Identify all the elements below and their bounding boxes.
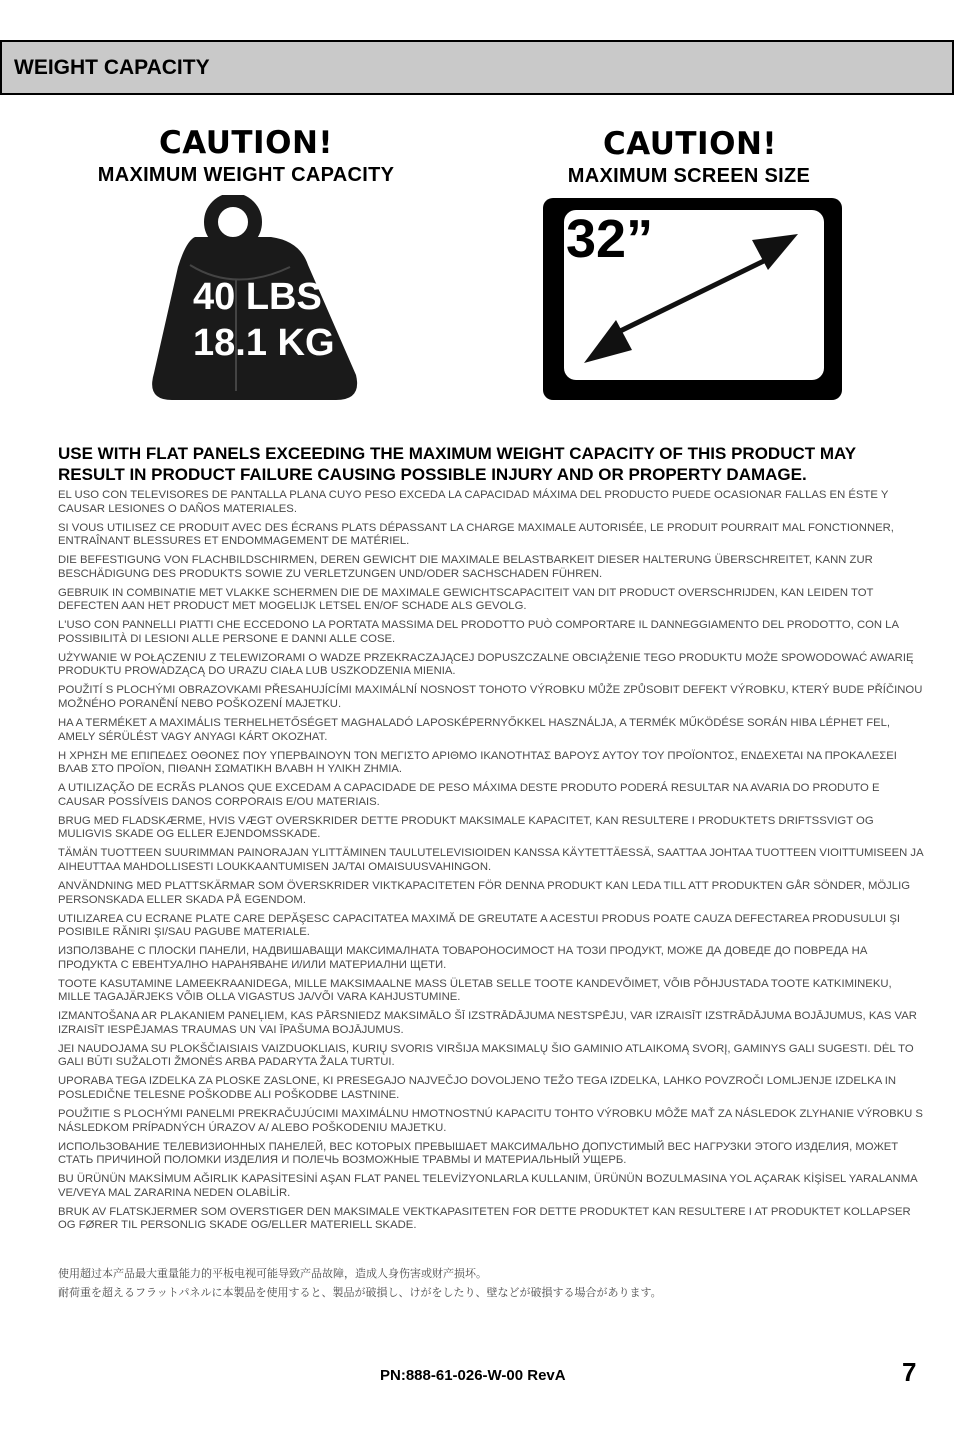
warning-translation: BRUK AV FLATSKJERMER SOM OVERSTIGER DEN MAKSIMALE VEKTKAPASITETEN FOR DETTE PRODUKTET KAN RESULTERE I AT PRODUKTET KOLLAPSER OG FØRER TIL PERSONLIG SKADE OG/ELLER MATERIELL SKADE. bbox=[58, 1205, 911, 1232]
weight-caution-title: CAUTION! bbox=[158, 125, 334, 161]
weight-lbs: 40 LBS bbox=[193, 276, 322, 318]
page-number: 7 bbox=[902, 1357, 917, 1387]
warning-translation: ИЗПОЛЗВАНЕ С ПЛОСКИ ПАНЕЛИ, НАДВИШАВАЩИ МАКСИМАЛНАТА ТОВАРОНОСИМОСТ НА ТОЗИ ПРОДУКТ, МОЖЕ ДА ДОВЕДЕ ДО ПОВРЕДА НА ПРОДУКТА С ЕВЕНТУАЛНО НАРАНЯВАНЕ И/ИЛИ МАТЕРИАЛНИ ЩЕТИ. bbox=[58, 945, 868, 971]
section-header bbox=[0, 40, 954, 95]
diagonal-arrow-icon bbox=[564, 210, 824, 380]
warning-translation: Η ΧΡΗΣΗ ΜΕ ΕΠΙΠΕΔΕΣ ΟΘΟΝΕΣ ΠΟΥ ΥΠΕΡΒΑΙΝΟΥΝ ΤΟΝ ΜΕΓΙΣΤΟ ΑΡΙΘΜΟ ΙΚΑΝΟΤΗΤΑΣ ΒΑΡΟΥΣ ΑΥΤΟΥ ΤΟΥ ΠΡΟΪΟΝΤΟΣ, ΕΝΔΕΧΕΤΑΙ ΝΑ ΠΡΟΚΑΛΕΣΕΙ ΒΛΑΒ ΣΤΟ ΠΡΟΪΟΝ, ΠΙΘΑΝΗ ΣΩΜΑΤΙΚΗ ΒΛΑΒΗ Η ΥΛΙΚΗ ΖΗΜΙΑ. bbox=[58, 749, 897, 776]
weight-caution-subtitle: MAXIMUM WEIGHT CAPACITY bbox=[97, 164, 395, 186]
weight-kg: 18.1 KG bbox=[193, 322, 335, 364]
warning-translation: POUŽITIE S PLOCHÝMI PANELMI PREKRAČUJÚCIMI MAXIMÁLNU HMOTNOSTNÚ KAPACITU TOHTO VÝROBKU MÔŽE MAŤ ZA NÁSLEDOK ZLYHANIE VÝROBKU S NÁSLEDKOM PRÍPADNÝCH ÚRAZOV A/ ALEBO POŠKODENIU MAJETKU. bbox=[58, 1107, 923, 1134]
warning-translation: TOOTE KASUTAMINE LAMEEKRAANIDEGA, MILLE MAKSIMAALNE MASS ÜLETAB SELLE TOOTE KANDEVÕIMET, VÕIB PÕHJUSTADA TOOTE KATKIMINEKU, MILLE TAGAJÄRJEKS VÕIB OLLA VIGASTUS JA/VÕI VARA KAHJUSTUMINE. bbox=[58, 977, 892, 1004]
warning-translation: JEI NAUDOJAMA SU PLOKŠČIAISIAIS VAIZDUOKLIAIS, KURIŲ SVORIS VIRŠIJA MAKSIMALŲ ŠIO GAMINIO ATLAIKOMĄ SVORĮ, GAMINYS GALI SUGESTI. DĖL TO GALI BŪTI SUŽALOTI ŽMONĖS ARBA PADARYTA ŽALA TURTUI. bbox=[58, 1042, 914, 1069]
warning-translation: UPORABA TEGA IZDELKA ZA PLOSKE ZASLONE, KI PRESEGAJO NAJVEČJO DOVOLJENO TEŽO TEGA IZDELKA, LAHKO POVZROČI LOMLJENJE IZDELKA IN POSLEDIČNE TELESNE POŠKODBE ALI POŠKODBE LASTNINE. bbox=[58, 1075, 897, 1101]
screen-caution-subtitle: MAXIMUM SCREEN SIZE bbox=[567, 165, 811, 187]
warning-translation: EL USO CON TELEVISORES DE PANTALLA PLANA CUYO PESO EXCEDA LA CAPACIDAD MÁXIMA DEL PRODUCTO PUEDE OCASIONAR FALLAS EN ÉSTE Y CAUSAR LESIONES O DAÑOS MATERIALES. bbox=[58, 489, 889, 515]
warning-translation: DIE BEFESTIGUNG VON FLACHBILDSCHIRMEN, DEREN GEWICHT DIE MAXIMALE BELASTBARKEIT DIESER HALTERUNG ÜBERSCHREITET, KANN ZUR BESCHÄDIGUNG DES PRODUKTS SOWIE ZU VERLETZUNGEN UND/ODER SACHSCHADEN FÜHREN. bbox=[58, 554, 873, 580]
warning-translation: A UTILIZAÇÃO DE ECRÃS PLANOS QUE EXCEDAM A CAPACIDADE DE PESO MÁXIMA DESTE PRODUTO PODERÁ RESULTAR NA AVARIA DO PRODUTO E CAUSAR POSSÍVEIS DANOS CORPORAIS E/OU MATERIAIS. bbox=[58, 782, 880, 808]
warning-translation: SI VOUS UTILISEZ CE PRODUIT AVEC DES ÉCRANS PLATS DÉPASSANT LA CHARGE MAXIMALE AUTORISÉE, LE PRODUIT POURRAIT MAL FONCTIONNER, ENTRAÎNANT BLESSURES ET ENDOMMAGEMENT DE MATÉRIEL. bbox=[58, 521, 894, 548]
warning-translation: POUŽITÍ S PLOCHÝMI OBRAZOVKAMI PŘESAHUJÍCÍMI MAXIMÁLNÍ NOSNOST TOHOTO VÝROBKU MŮŽE ZPŮSOBIT DEFEKT VÝROBKU, KTERÝ BUDE PŘÍČINOU MOŽNÉHO PORANĚNÍ NEBO POŠKOZENÍ MAJETKU. bbox=[58, 684, 923, 711]
warning-main-text: USE WITH FLAT PANELS EXCEEDING THE MAXIMUM WEIGHT CAPACITY OF THIS PRODUCT MAY RESULT IN PRODUCT FAILURE CAUSING POSSIBLE INJURY AND OR PROPERTY DAMAGE. bbox=[58, 444, 856, 484]
screen-caution-title: CAUTION! bbox=[602, 126, 778, 162]
warning-translation: IZMANTOŠANA AR PLAKANIEM PANEĻIEM, KAS PĀRSNIEDZ MAKSIMĀLO ŠĪ IZSTRĀDĀJUMA NESTSPĒJU, VAR IZRAISĪT IZSTRĀDĀJUMA BOJĀJUMUS, KAS VAR IZRAISĪT IESPĒJAMAS TRAUMAS UN VAI ĪPAŠUMA BOJĀJUMUS. bbox=[58, 1010, 917, 1036]
warning-translation: ИСПОЛЬЗОВАНИЕ ТЕЛЕВИЗИОННЫХ ПАНЕЛЕЙ, ВЕС КОТОРЫХ ПРЕВЫШАЕТ МАКСИМАЛЬНО ДОПУСТИМЫЙ ВЕС НАГРУЗКИ ЭТОГО ИЗДЕЛИЯ, МОЖЕТ СТАТЬ ПРИЧИНОЙ ПОЛОМКИ ИЗДЕЛИЯ И ПОЛЕЧЬ ВОЗМОЖНЫЕ ТРАВМЫ И МАТЕРИАЛЬНЫЙ УЩЕРБ. bbox=[58, 1140, 899, 1167]
warning-translation: TÄMÄN TUOTTEEN SUURIMMAN PAINORAJAN YLITTÄMINEN TAULUTELEVISIOIDEN KANSSA KÄYTETTÄESSÄ, SAATTAA JOHTAA TUOTTEEN VIOITTUMISEEN JA AIHEUTTAA MAHDOLLISESTI LOUKKAANTUMISEN JA/TAI OMAISUUSVAHINGON. bbox=[58, 847, 923, 873]
warning-translation: ANVÄNDNING MED PLATTSKÄRMAR SOM ÖVERSKRIDER VIKTKAPACITETEN FÖR DENNA PRODUKT KAN LEDA TILL ATT PRODUKTEN GÅR SÖNDER, MÖJLIG PERSONSKADA ELLER SKADA PÅ EGENDOM. bbox=[58, 879, 911, 906]
warning-translation: UŻYWANIE W POŁĄCZENIU Z TELEWIZORAMI O WADZE PRZEKRACZAJĄCEJ DOPUSZCZALNE OBCIĄŻENIE TEGO PRODUKTU MOŻE SPOWODOWAĆ AWARIĘ PRODUKTU PROWADZĄCĄ DO URAZU CIAŁA LUB USZKODZENIA MIENIA. bbox=[58, 651, 914, 678]
screen-size-value: 32” bbox=[566, 209, 654, 269]
warning-japanese: 耐荷重を超えるフラットパネルに本製品を使用すると、製品が破損し、けがをしたり、壁などが破損する場合があります。 bbox=[58, 1286, 662, 1299]
part-number: PN:888-61-026-W-00 RevA bbox=[380, 1367, 566, 1384]
warning-translations bbox=[58, 489, 924, 1238]
warning-chinese: 使用超过本产品最大重量能力的平板电视可能导致产品故障，造成人身伤害或财产损坏。 bbox=[58, 1267, 487, 1280]
warning-translation: BU ÜRÜNÜN MAKSİMUM AĞIRLIK KAPASİTESİNİ AŞAN FLAT PANEL TELEVİZYONLARLA KULLANIM, ÜRÜNÜN BOZULMASINA YOL AÇARAK KİŞİSEL YARALANMA VE/VEYA MAL ZARARINA NEDEN OLABİLİR. bbox=[58, 1173, 918, 1199]
section-title: WEIGHT CAPACITY bbox=[14, 55, 210, 79]
warning-translation: UTILIZAREA CU ECRANE PLATE CARE DEPĂŞESC CAPACITATEA MAXIMĂ DE GREUTATE A ACESTUI PRODUS POATE CAUZA DEFECTAREA PRODUSULUI ŞI POSIBILE RĂNIRI ŞI/SAU PAGUBE MATERIALE. bbox=[58, 912, 900, 939]
warning-translation: GEBRUIK IN COMBINATIE MET VLAKKE SCHERMEN DIE DE MAXIMALE GEWICHTSCAPACITEIT VAN DIT PRODUCT OVERSCHRIJDEN, KAN LEIDEN TOT DEFECTEN AAN HET PRODUCT MET MOGELIJK LETSEL EN/OF SCHADE ALS GEVOLG. bbox=[58, 586, 874, 613]
warning-translation: L'USO CON PANNELLI PIATTI CHE ECCEDONO LA PORTATA MASSIMA DEL PRODOTTO PUÒ COMPORTARE IL DANNEGGIAMENTO DEL PRODOTTO, CON LA POSSIBILITÀ DI LESIONI ALLE PERSONE E DANNI ALLE COSE. bbox=[58, 619, 899, 645]
warning-translation: BRUG MED FLADSKÆRME, HVIS VÆGT OVERSKRIDER DETTE PRODUKT MAKSIMALE KAPACITET, KAN RESULTERE I PRODUKTETS DRIFTSSVIGT OG MULIGVIS SKADE OG ELLER EJENDOMSSKADE. bbox=[58, 814, 874, 841]
warning-translation: HA A TERMÉKET A MAXIMÁLIS TERHELHETŐSÉGET MAGHALADÓ LAPOSKÉPERNYŐKKEL HASZNÁLJA, A TERMÉK MŰKÖDÉSE SORÁN HIBA LÉPHET FEL, AMELY SÉRÜLÉST VAGY ANYAGI KÁRT OKOZHAT. bbox=[58, 717, 891, 743]
